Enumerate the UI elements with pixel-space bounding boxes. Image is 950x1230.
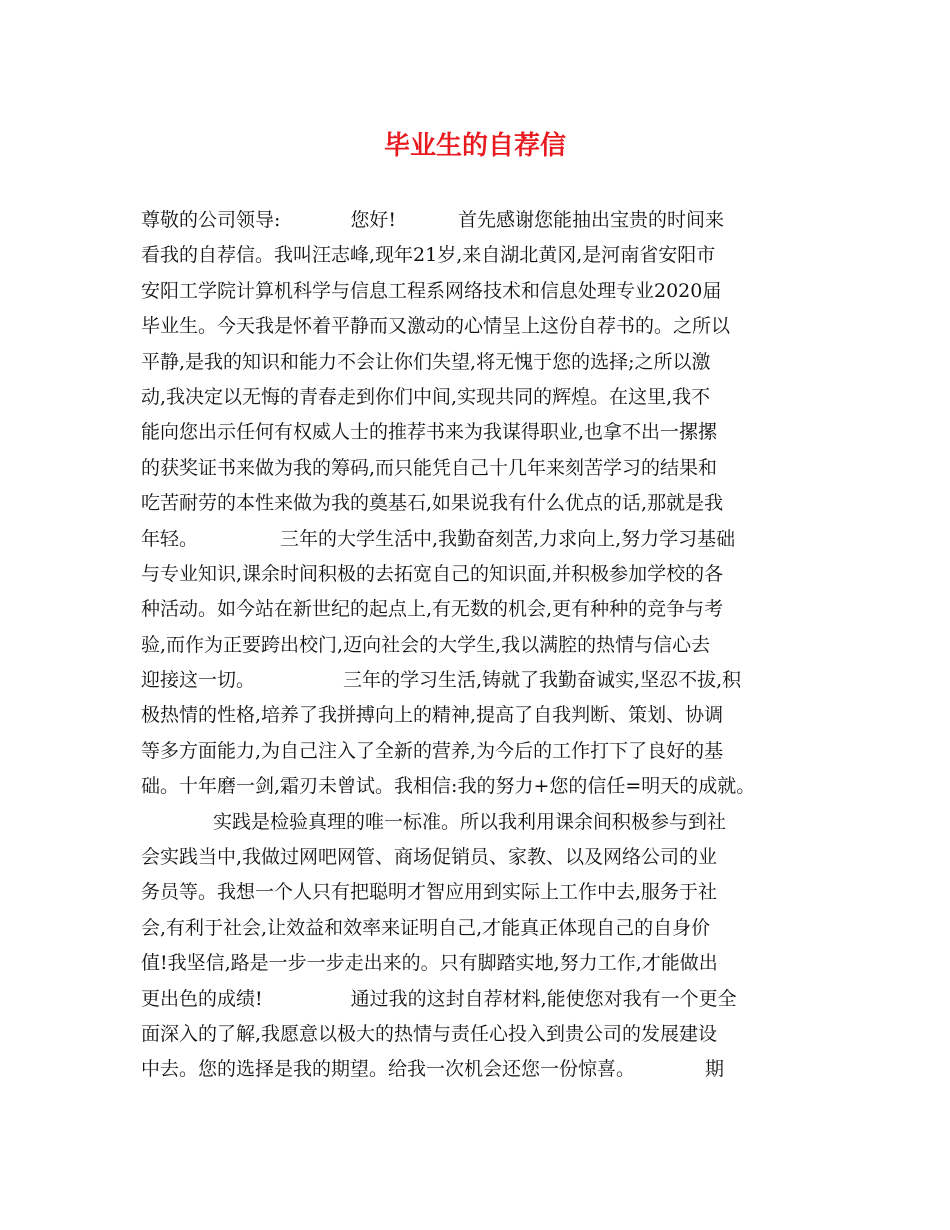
text-line: 看我的自荐信。我叫汪志峰,现年21岁,来自湖北黄冈,是河南省安阳市 xyxy=(141,244,716,267)
text-line: 吃苦耐劳的本性来做为我的奠基石,如果说我有什么优点的话,那就是我 xyxy=(141,492,724,515)
text-line: 种活动。如今站在新世纪的起点上,有无数的机会,更有种种的竞争与考 xyxy=(141,598,724,621)
text-line: 迎接这一切。 三年的学习生活,铸就了我勤奋诚实,坚忍不拔,积 xyxy=(141,669,742,692)
text-line: 会实践当中,我做过网吧网管、商场促销员、家教、以及网络公司的业 xyxy=(141,846,718,869)
text-line: 极热情的性格,培养了我拼搏向上的精神,提高了自我判断、策划、协调 xyxy=(141,704,724,727)
text-line: 动,我决定以无悔的青春走到你们中间,实现共同的辉煌。在这里,我不 xyxy=(141,385,711,408)
text-line: 的获奖证书来做为我的筹码,而只能凭自己十几年来刻苦学习的结果和 xyxy=(141,456,718,479)
text-line: 更出色的成绩! 通过我的这封自荐材料,能使您对我有一个更全 xyxy=(141,987,737,1010)
text-line: 年轻。 三年的大学生活中,我勤奋刻苦,力求向上,努力学习基础 xyxy=(141,527,736,550)
text-line: 实践是检验真理的唯一标准。所以我利用课余间积极参与到社 xyxy=(213,810,727,833)
text-line: 能向您出示任何有权威人士的推荐书来为我谋得职业,也拿不出一摞摞 xyxy=(141,421,718,444)
document-title: 毕业生的自荐信 xyxy=(383,131,566,161)
text-line: 等多方面能力,为自己注入了全新的营养,为今后的工作打下了良好的基 xyxy=(141,739,724,762)
text-line: 值!我坚信,路是一步一步走出来的。只有脚踏实地,努力工作,才能做出 xyxy=(141,952,718,975)
text-line: 础。十年磨一剑,霜刃未曾试。我相信:我的努力+您的信任=明天的成就。 xyxy=(141,775,756,798)
text-line: 毕业生。今天我是怀着平静而又激动的心情呈上这份自荐书的。之所以 xyxy=(141,315,731,338)
text-line: 安阳工学院计算机科学与信息工程系网络技术和信息处理专业2020届 xyxy=(141,279,722,302)
text-line: 中去。您的选择是我的期望。给我一次机会还您一份惊喜。 期 xyxy=(141,1058,725,1081)
letter-body xyxy=(141,203,821,1088)
text-line: 验,而作为正要跨出校门,迈向社会的大学生,我以满腔的热情与信心去 xyxy=(141,633,711,656)
text-line: 平静,是我的知识和能力不会让你们失望,将无愧于您的选择;之所以激 xyxy=(141,350,711,373)
text-line: 面深入的了解,我愿意以极大的热情与责任心投入到贵公司的发展建设 xyxy=(141,1022,718,1045)
text-line: 与专业知识,课余时间积极的去拓宽自己的知识面,并积极参加学校的各 xyxy=(141,562,724,585)
text-line: 会,有利于社会,让效益和效率来证明自己,才能真正体现自己的自身价 xyxy=(141,916,711,939)
text-line: 务员等。我想一个人只有把聪明才智应用到实际上工作中去,服务于社 xyxy=(141,881,718,904)
text-line: 尊敬的公司领导: 您好! 首先感谢您能抽出宝贵的时间来 xyxy=(141,209,725,231)
